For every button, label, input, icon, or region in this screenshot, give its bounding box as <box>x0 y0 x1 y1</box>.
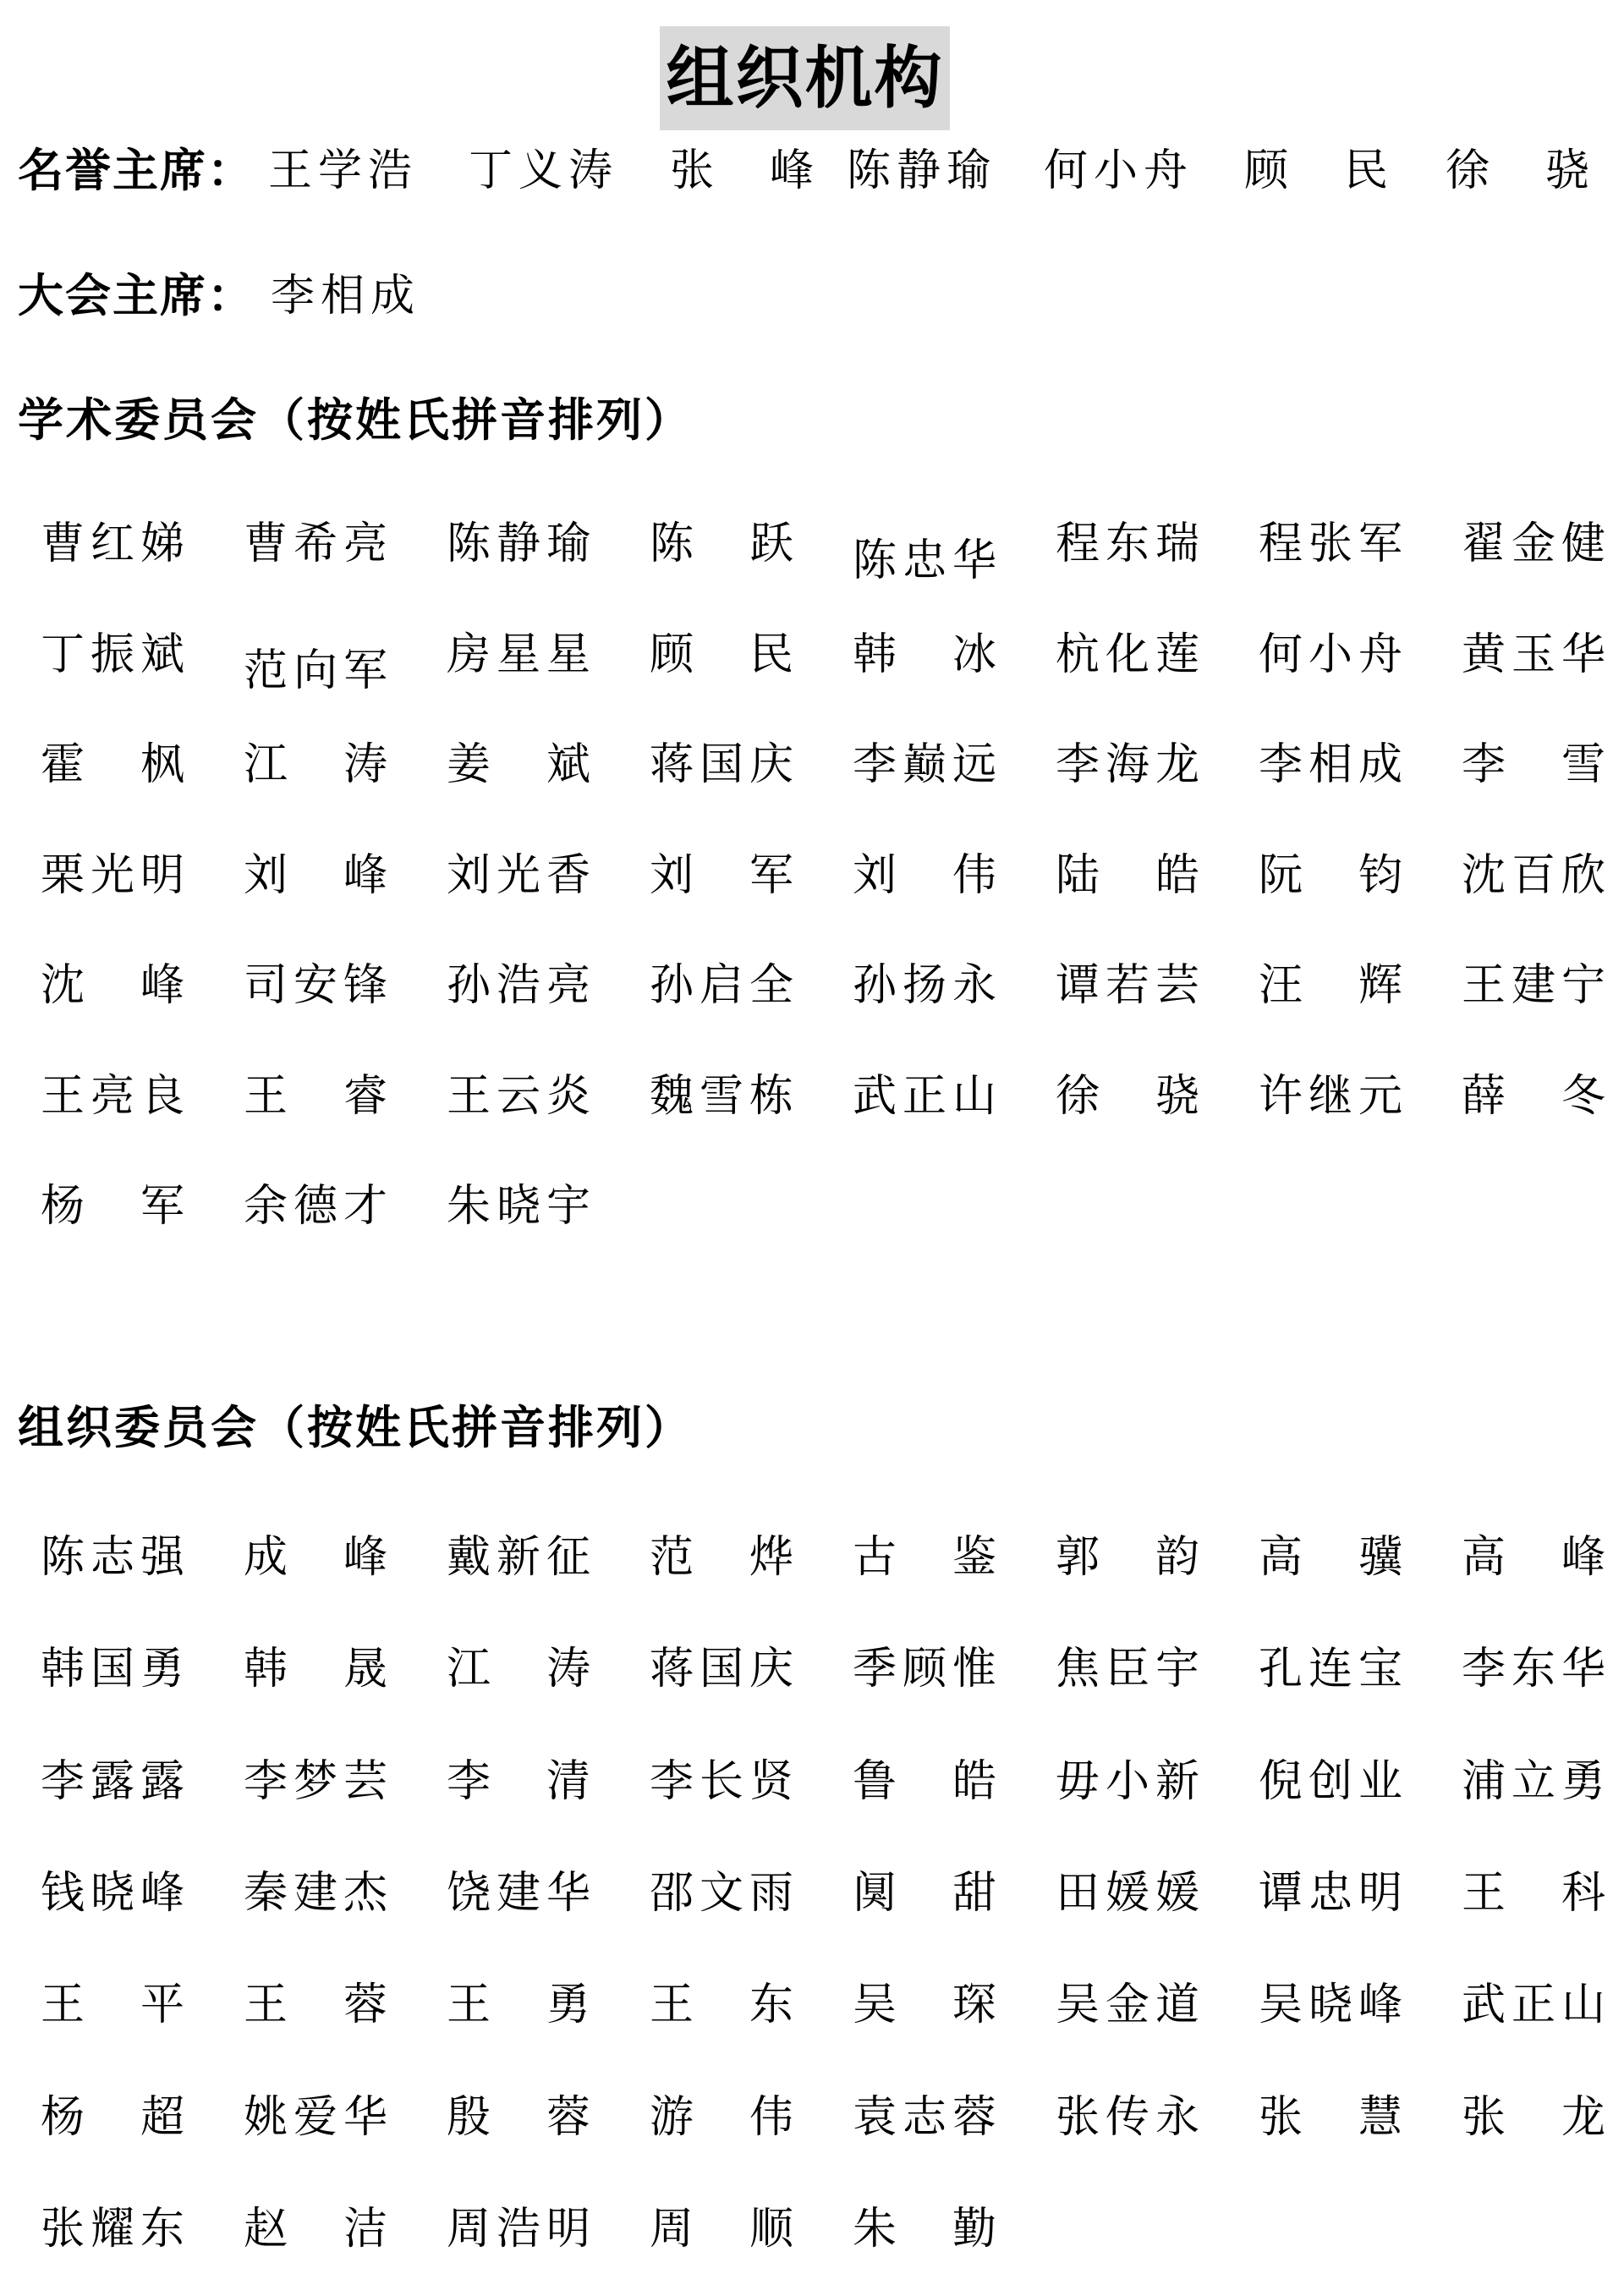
organizing-committee-heading: 组织委员会（按姓氏拼音排列） <box>18 1401 693 1454</box>
organizing-committee-member: 吴金道 <box>1056 1980 1206 2030</box>
organizing-committee-member: 秦建杰 <box>244 1868 394 1919</box>
academic-committee-member: 霍 枫 <box>41 739 191 790</box>
organizing-committee-member: 江 涛 <box>447 1644 597 1695</box>
organizing-committee-member: 周浩明 <box>447 2204 597 2255</box>
academic-committee-member: 栗光明 <box>41 850 191 901</box>
honorary-chair-name: 顾 民 <box>1244 146 1395 196</box>
organizing-committee-member: 武正山 <box>1462 1980 1612 2030</box>
academic-committee-member: 曹希亮 <box>244 519 394 569</box>
conference-chair-label: 大会主席： <box>18 269 255 322</box>
organizing-committee-member: 钱晓峰 <box>41 1868 191 1919</box>
organizing-committee-member: 孔连宝 <box>1259 1644 1409 1695</box>
academic-committee-member: 蒋国庆 <box>650 739 800 790</box>
academic-committee-member: 韩 冰 <box>853 629 1003 680</box>
academic-committee-member: 沈 峰 <box>41 960 191 1011</box>
organizing-committee-member: 范 烨 <box>650 1532 800 1583</box>
organizing-committee-member: 姚爱华 <box>244 2092 394 2143</box>
honorary-chair-name: 张 峰 <box>670 146 820 196</box>
academic-committee-member: 孙扬永 <box>853 960 1003 1011</box>
organizing-committee-member: 袁志蓉 <box>853 2092 1003 2143</box>
organizing-committee-member: 李东华 <box>1462 1644 1612 1695</box>
organizing-committee-member: 王 勇 <box>447 1980 597 2030</box>
organizing-committee-member: 蒋国庆 <box>650 1644 800 1695</box>
academic-committee-member: 姜 斌 <box>447 739 597 790</box>
academic-committee-member: 陈静瑜 <box>447 519 597 569</box>
academic-committee-member: 刘 军 <box>650 850 800 901</box>
academic-committee-heading: 学术委员会（按姓氏拼音排列） <box>18 393 693 447</box>
academic-committee-member: 王亮良 <box>41 1071 191 1122</box>
academic-committee-member: 武正山 <box>853 1071 1003 1122</box>
organizing-committee-member: 毋小新 <box>1056 1756 1206 1807</box>
academic-committee-member: 江 涛 <box>244 739 394 790</box>
academic-committee-member: 杭化莲 <box>1056 629 1206 680</box>
academic-committee-member: 孙启全 <box>650 960 800 1011</box>
organizing-committee-member: 张传永 <box>1056 2092 1206 2143</box>
academic-committee-member: 何小舟 <box>1259 629 1409 680</box>
academic-committee-member: 程张军 <box>1259 519 1409 569</box>
organizing-committee-member: 谭忠明 <box>1259 1868 1409 1919</box>
academic-committee-member: 程东瑞 <box>1056 519 1206 569</box>
academic-committee-member: 阮 钧 <box>1259 850 1409 901</box>
academic-committee-member: 李巅远 <box>853 739 1003 790</box>
organizing-committee-member: 韩 晟 <box>244 1644 394 1695</box>
academic-committee-member: 汪 辉 <box>1259 960 1409 1011</box>
academic-committee-member: 徐 骁 <box>1056 1071 1206 1122</box>
organizing-committee-member: 鲁 皓 <box>853 1756 1003 1807</box>
organizing-committee-member: 张 慧 <box>1259 2092 1409 2143</box>
academic-committee-member: 陈 跃 <box>650 519 800 569</box>
academic-committee-member: 薛 冬 <box>1462 1071 1612 1122</box>
organizing-committee-member: 高 骥 <box>1259 1532 1409 1583</box>
organizing-committee-member: 古 鉴 <box>853 1532 1003 1583</box>
organizing-committee-member: 朱 勤 <box>853 2204 1003 2255</box>
academic-committee-member: 丁振斌 <box>41 629 191 680</box>
organizing-committee-member: 李 清 <box>447 1756 597 1807</box>
organizing-committee-member: 杨 超 <box>41 2092 191 2143</box>
organizing-committee-member: 李梦芸 <box>244 1756 394 1807</box>
organizing-committee-member: 周 顺 <box>650 2204 800 2255</box>
organizing-committee-member: 季顾惟 <box>853 1644 1003 1695</box>
academic-committee-member: 王 睿 <box>244 1071 394 1122</box>
honorary-chair-name: 丁义涛 <box>469 146 619 196</box>
organizing-committee-member: 焦臣宇 <box>1056 1644 1206 1695</box>
organizing-committee-member: 王 东 <box>650 1980 800 2030</box>
academic-committee-member: 李相成 <box>1259 739 1409 790</box>
organizing-committee-member: 韩国勇 <box>41 1644 191 1695</box>
academic-committee-member: 范向军 <box>244 645 394 696</box>
academic-committee-member: 余德才 <box>244 1181 394 1232</box>
academic-committee-member: 许继元 <box>1259 1071 1409 1122</box>
organizing-committee-member: 殷 蓉 <box>447 2092 597 2143</box>
academic-committee-member: 李海龙 <box>1056 739 1206 790</box>
academic-committee-member: 顾 民 <box>650 629 800 680</box>
organizing-committee-member: 高 峰 <box>1462 1532 1612 1583</box>
organizing-committee-member: 田媛媛 <box>1056 1868 1206 1919</box>
academic-committee-member: 魏雪栋 <box>650 1071 800 1122</box>
honorary-chair-name: 徐 骁 <box>1446 146 1596 196</box>
academic-committee-member: 翟金健 <box>1462 519 1612 569</box>
organizing-committee-member: 倪创业 <box>1259 1756 1409 1807</box>
academic-committee-member: 刘光香 <box>447 850 597 901</box>
organizing-committee-member: 吴晓峰 <box>1259 1980 1409 2030</box>
academic-committee-member: 沈百欣 <box>1462 850 1612 901</box>
academic-committee-member: 王建宁 <box>1462 960 1612 1011</box>
organizing-committee-member: 李长贤 <box>650 1756 800 1807</box>
academic-committee-member: 黄玉华 <box>1462 629 1612 680</box>
organizing-committee-member: 陈志强 <box>41 1532 191 1583</box>
organizing-committee-member: 王 平 <box>41 1980 191 2030</box>
organizing-committee-member: 浦立勇 <box>1462 1756 1612 1807</box>
organizing-committee-member: 阒 甜 <box>853 1868 1003 1919</box>
organizing-committee-member: 游 伟 <box>650 2092 800 2143</box>
honorary-chairs-label: 名誉主席： <box>18 144 255 197</box>
organizing-committee-member: 赵 洁 <box>244 2204 394 2255</box>
academic-committee-member: 孙浩亮 <box>447 960 597 1011</box>
organizing-committee-member: 饶建华 <box>447 1868 597 1919</box>
academic-committee-member: 杨 军 <box>41 1181 191 1232</box>
academic-committee-member: 刘 峰 <box>244 850 394 901</box>
organizing-committee-member: 张 龙 <box>1462 2092 1612 2143</box>
conference-chair-name: 李相成 <box>271 271 421 321</box>
organizing-committee-member: 邵文雨 <box>650 1868 800 1919</box>
honorary-chair-name: 陈静瑜 <box>847 146 997 196</box>
academic-committee-member: 房星星 <box>447 629 597 680</box>
organizing-committee-member: 王 蓉 <box>244 1980 394 2030</box>
academic-committee-member: 李 雪 <box>1462 739 1612 790</box>
organizing-committee-member: 郭 韵 <box>1056 1532 1206 1583</box>
academic-committee-member: 王云炎 <box>447 1071 597 1122</box>
academic-committee-member: 朱晓宇 <box>447 1181 597 1232</box>
academic-committee-member: 刘 伟 <box>853 850 1003 901</box>
honorary-chair-name: 王学浩 <box>268 146 419 196</box>
academic-committee-member: 曹红娣 <box>41 519 191 569</box>
organizing-committee-member: 成 峰 <box>244 1532 394 1583</box>
academic-committee-member: 陈忠华 <box>853 536 1003 586</box>
organizing-committee-member: 吴 琛 <box>853 1980 1003 2030</box>
academic-committee-member: 陆 皓 <box>1056 850 1206 901</box>
academic-committee-member: 司安锋 <box>244 960 394 1011</box>
page-title: 组织机构 <box>660 26 950 130</box>
organizing-committee-member: 戴新征 <box>447 1532 597 1583</box>
academic-committee-member: 谭若芸 <box>1056 960 1206 1011</box>
organizing-committee-member: 王 科 <box>1462 1868 1612 1919</box>
honorary-chair-name: 何小舟 <box>1044 146 1194 196</box>
organizing-committee-member: 张耀东 <box>41 2204 191 2255</box>
organizing-committee-member: 李露露 <box>41 1756 191 1807</box>
